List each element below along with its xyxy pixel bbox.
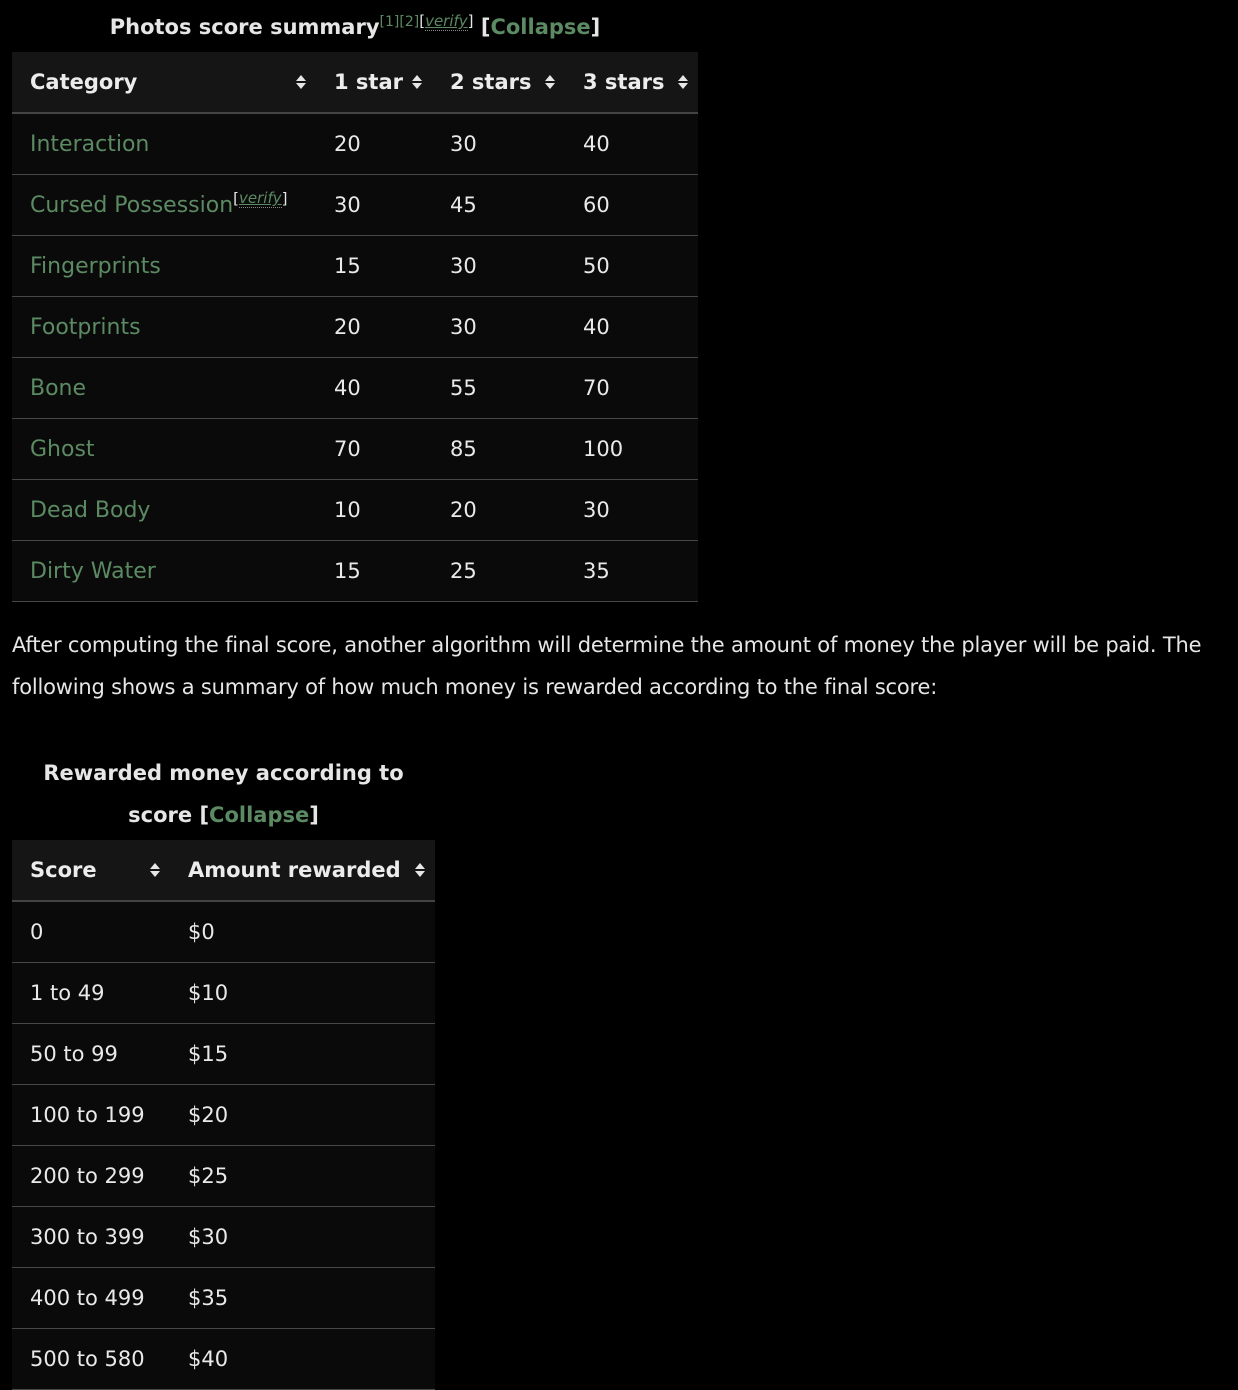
- three-stars-cell: 50: [565, 236, 698, 297]
- amount-rewarded-cell: $20: [170, 1085, 435, 1146]
- verify-link[interactable]: verify: [239, 189, 282, 208]
- category-cell: [12, 419, 316, 480]
- sort-icon[interactable]: [545, 75, 555, 89]
- table-row: [12, 358, 698, 419]
- one-star-cell: 20: [316, 113, 432, 175]
- verify-close-bracket: ]: [281, 189, 288, 208]
- column-header-amount-rewarded[interactable]: [170, 840, 435, 901]
- score-range-cell: 1 to 49: [12, 963, 170, 1024]
- table-row: [12, 963, 435, 1024]
- column-header-label: Amount rewarded: [188, 858, 401, 882]
- category-cell: [12, 297, 316, 358]
- collapse-toggle: [481, 15, 600, 39]
- score-range-cell: 100 to 199: [12, 1085, 170, 1146]
- collapse-open-bracket: [: [199, 803, 210, 827]
- amount-rewarded-cell: $35: [170, 1268, 435, 1329]
- table-row: [12, 480, 698, 541]
- two-stars-cell: 20: [432, 480, 565, 541]
- column-header-label: 1 star: [334, 70, 403, 94]
- one-star-cell: 15: [316, 541, 432, 602]
- one-star-cell: 30: [316, 175, 432, 236]
- header-row: [12, 840, 435, 901]
- column-header-label: 3 stars: [583, 70, 665, 94]
- category-cell: [12, 358, 316, 419]
- two-stars-cell: 55: [432, 358, 565, 419]
- two-stars-cell: 30: [432, 113, 565, 175]
- category-link[interactable]: Dirty Water: [30, 558, 156, 584]
- collapse-open-bracket: [: [480, 15, 491, 39]
- table-row: [12, 1085, 435, 1146]
- header-row: [12, 52, 698, 113]
- table-row: [12, 297, 698, 358]
- sort-icon[interactable]: [150, 863, 160, 877]
- amount-rewarded-cell: $30: [170, 1207, 435, 1268]
- category-cell: [12, 175, 316, 236]
- photos-score-table: [12, 0, 698, 602]
- category-cell: [12, 236, 316, 297]
- one-star-cell: 20: [316, 297, 432, 358]
- one-star-cell: 10: [316, 480, 432, 541]
- three-stars-cell: 40: [565, 297, 698, 358]
- amount-rewarded-cell: $25: [170, 1146, 435, 1207]
- reward-table-body: [12, 901, 435, 1390]
- column-header-label: Category: [30, 70, 138, 94]
- collapse-button[interactable]: Collapse: [209, 803, 310, 827]
- score-range-cell: 300 to 399: [12, 1207, 170, 1268]
- collapse-close-bracket: ]: [590, 15, 601, 39]
- table-row: [12, 236, 698, 297]
- three-stars-cell: 100: [565, 419, 698, 480]
- category-cell: [12, 113, 316, 175]
- three-stars-cell: 30: [565, 480, 698, 541]
- score-range-cell: 200 to 299: [12, 1146, 170, 1207]
- three-stars-cell: 40: [565, 113, 698, 175]
- category-link[interactable]: Cursed Possession: [30, 192, 234, 218]
- score-range-cell: 0: [12, 901, 170, 963]
- two-stars-cell: 85: [432, 419, 565, 480]
- two-stars-cell: 45: [432, 175, 565, 236]
- category-cell: [12, 480, 316, 541]
- two-stars-cell: 25: [432, 541, 565, 602]
- column-header-score[interactable]: [12, 840, 170, 901]
- one-star-cell: 40: [316, 358, 432, 419]
- reward-table-title: Rewarded money according to score: [43, 761, 404, 827]
- two-stars-cell: 30: [432, 297, 565, 358]
- reward-table-caption: [12, 732, 435, 840]
- category-cell: [12, 541, 316, 602]
- verify-open-bracket: [: [233, 189, 240, 208]
- table-row: [12, 1207, 435, 1268]
- category-link[interactable]: Dead Body: [30, 497, 151, 523]
- sort-icon[interactable]: [678, 75, 688, 89]
- score-range-cell: 500 to 580: [12, 1329, 170, 1390]
- category-link[interactable]: Fingerprints: [30, 253, 161, 279]
- table-row: [12, 1024, 435, 1085]
- category-link[interactable]: Footprints: [30, 314, 141, 340]
- category-link[interactable]: Bone: [30, 375, 87, 401]
- verify-open-bracket: [: [419, 12, 426, 30]
- table-row: [12, 113, 698, 175]
- photos-table-title: Photos score summary: [109, 15, 380, 39]
- sort-icon[interactable]: [296, 75, 306, 89]
- verify-link[interactable]: verify: [425, 12, 468, 30]
- score-range-cell: 400 to 499: [12, 1268, 170, 1329]
- sort-icon[interactable]: [415, 863, 425, 877]
- three-stars-cell: 60: [565, 175, 698, 236]
- two-stars-cell: 30: [432, 236, 565, 297]
- column-header-label: Score: [30, 858, 97, 882]
- amount-rewarded-cell: $15: [170, 1024, 435, 1085]
- verify-close-bracket: ]: [467, 12, 474, 30]
- table-row: [12, 901, 435, 963]
- one-star-cell: 15: [316, 236, 432, 297]
- table-row: [12, 1146, 435, 1207]
- three-stars-cell: 70: [565, 358, 698, 419]
- photos-table-caption: [12, 0, 698, 52]
- table-row: [12, 175, 698, 236]
- one-star-cell: 70: [316, 419, 432, 480]
- category-link[interactable]: Interaction: [30, 131, 150, 157]
- column-header-3-stars[interactable]: [565, 52, 698, 113]
- reference-link-1[interactable]: [1]: [379, 14, 400, 30]
- table-row: [12, 419, 698, 480]
- reward-money-table: [12, 732, 435, 1390]
- category-link[interactable]: Ghost: [30, 436, 95, 462]
- three-stars-cell: 35: [565, 541, 698, 602]
- table-row: [12, 541, 698, 602]
- column-header-1-star[interactable]: [316, 52, 432, 113]
- collapse-close-bracket: ]: [309, 803, 319, 827]
- score-range-cell: 50 to 99: [12, 1024, 170, 1085]
- amount-rewarded-cell: $10: [170, 963, 435, 1024]
- sort-icon[interactable]: [412, 75, 422, 89]
- column-header-category[interactable]: [12, 52, 316, 113]
- column-header-2-stars[interactable]: [432, 52, 565, 113]
- reference-link-2[interactable]: [2]: [399, 14, 420, 30]
- collapse-toggle: [199, 803, 318, 827]
- verify-tag: [233, 189, 287, 208]
- collapse-button[interactable]: Collapse: [490, 15, 591, 39]
- amount-rewarded-cell: $40: [170, 1329, 435, 1390]
- reward-explanation-paragraph: After computing the final score, another algorithm will determine the amount of money the player will be paid. The following shows a summary of how much money is rewarded according to the final score:: [12, 633, 1202, 699]
- photos-table-body: [12, 113, 698, 602]
- verify-tag: [419, 12, 473, 31]
- column-header-label: 2 stars: [450, 70, 532, 94]
- table-row: [12, 1268, 435, 1329]
- table-row: [12, 1329, 435, 1390]
- amount-rewarded-cell: $0: [170, 901, 435, 963]
